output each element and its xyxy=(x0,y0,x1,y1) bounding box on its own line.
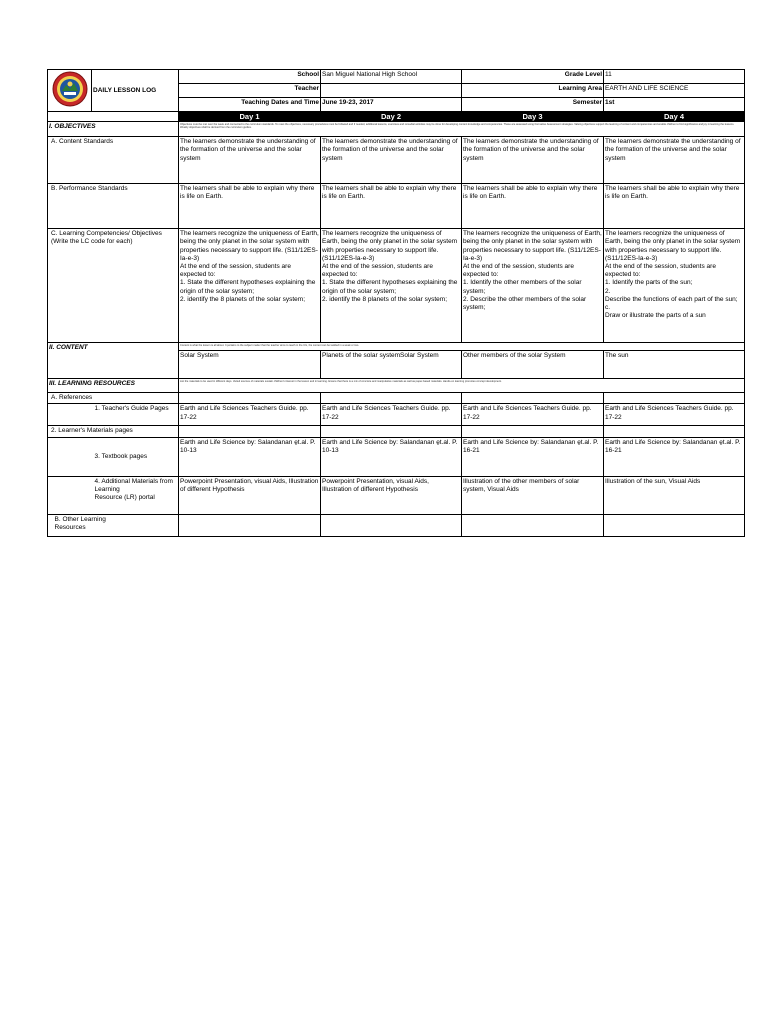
school-label: School xyxy=(179,70,321,84)
content-day2: Planets of the solar systemSolar System xyxy=(321,351,462,379)
other-resources-day4 xyxy=(604,514,745,536)
learners-materials-day3 xyxy=(462,426,604,437)
teaching-dates-value: June 19-23, 2017 xyxy=(321,98,462,112)
daily-lesson-log-table xyxy=(47,69,745,537)
day-header-1: Day 1 xyxy=(179,112,321,122)
semester-label: Semester xyxy=(462,98,604,112)
learning-competencies-day3: The learners recognize the uniqueness of Earth, being the only planet in the solar system with properties necessary to support life. (S11/12ES-Ia-e-3) At the end of the session, students are expected to: 1. Identify the other members of the solar system; 2. Describe the other members of the solar system; xyxy=(462,229,604,343)
textbook-pages-day3: Earth and Life Science by: Salandanan e̱t.al. P. 16-21 xyxy=(462,437,604,476)
performance-standards-day4: The learners shall be able to explain why there is life on Earth. xyxy=(604,184,745,229)
additional-materials-day2: Powerpoint Presentation, visual Aids, Illustration of different Hypothesis xyxy=(321,476,462,514)
other-learning-resources-text: B. Other Learning Resources xyxy=(54,515,106,531)
teachers-guide-label: 1. Teacher's Guide Pages xyxy=(92,404,179,426)
other-resources-day1 xyxy=(179,514,321,536)
performance-standards-day3: The learners shall be able to explain why there is life on Earth. xyxy=(462,184,604,229)
semester-value: 1st xyxy=(604,98,745,112)
learning-competencies-day2: The learners recognize the uniqueness of Earth, being the only planet in the solar system with properties necessary to support life. (S11/12ES-Ia-e-3) At the end of the session, students are expected to: 1. State the different hypotheses explaining the origin of the solar system; 2. identify the 8 planets of the solar system; xyxy=(321,229,462,343)
references-label: A. References xyxy=(48,393,179,404)
references-day1 xyxy=(179,393,321,404)
additional-materials-day1: Powerpoint Presentation, visual Aids, Illustration of different Hypothesis xyxy=(179,476,321,514)
other-learning-resources-label xyxy=(54,514,179,536)
teachers-guide-day1: Earth and Life Sciences Teachers Guide. pp. 17-22 xyxy=(179,404,321,426)
content-note: Content is what the lesson is all about. It pertains to the subject matter that the teacher aims to teach in the CG, the content can be tackled in a week or two. xyxy=(179,343,745,351)
document-title: DAILY LESSON LOG xyxy=(92,70,179,112)
teaching-dates-label: Teaching Dates and Time xyxy=(179,98,321,112)
learning-area-value: EARTH AND LIFE SCIENCE xyxy=(604,84,745,98)
content-standards-day4: The learners demonstrate the understanding of the formation of the universe and the solar system xyxy=(604,137,745,184)
tg-indent xyxy=(48,404,92,426)
learning-competencies-label: C. Learning Competencies/ Objectives (Write the LC code for each) xyxy=(48,229,179,343)
learners-materials-day1 xyxy=(179,426,321,437)
textbook-indent xyxy=(48,437,92,476)
learning-resources-note: List the materials to be used in different days. Varied sources of materials sustain children's interest in the lesson and in learning. Ensure that there is a mix of concrete and manipulative materials as well as paper-based materials. Hands-on learning promotes concept development. xyxy=(179,379,745,393)
learners-materials-label: 2. Learner's Materials pages xyxy=(48,426,179,437)
teachers-guide-day2: Earth and Life Sciences Teachers Guide. pp. 17-22 xyxy=(321,404,462,426)
teacher-label: Teacher xyxy=(179,84,321,98)
additional-materials-day3: Illustration of the other members of solar system, Visual Aids xyxy=(462,476,604,514)
other-resources-day2 xyxy=(321,514,462,536)
grade-level-label: Grade Level xyxy=(462,70,604,84)
day-header-2: Day 2 xyxy=(321,112,462,122)
additional-materials-day4: Illustration of the sun, Visual Aids xyxy=(604,476,745,514)
learning-competencies-day1: The learners recognize the uniqueness of Earth, being the only planet in the solar system with properties necessary to support life. (S11/12ES-Ia-e-3) At the end of the session, students are expected to: 1. State the different hypotheses explaining the origin of the solar system; 2. identify the 8 planets of the solar system; xyxy=(179,229,321,343)
content-standards-label: A. Content Standards xyxy=(48,137,179,184)
additional-materials-label: 4. Additional Materials from Learning Resource (LR) portal xyxy=(92,476,179,514)
learners-materials-day4 xyxy=(604,426,745,437)
grade-level-value: 11 xyxy=(604,70,745,84)
learning-area-label: Learning Area xyxy=(462,84,604,98)
teachers-guide-day3: Earth and Life Sciences Teachers Guide. pp. 17-22 xyxy=(462,404,604,426)
school-value: San Miguel National High School xyxy=(321,70,462,84)
objectives-note: Objectives must be met over the week and connected to the curriculum standards. To meet the objectives, necessary procedures must be followed and if needed, additional lessons, exercises and remedial activities may be done for developing content knowledge and competencies. These are assessed using Formative Assessment strategies. Valuing objectives support the learning of content and competencies and enable children to find significance and joy in learning the lessons. Weekly objectives shall be derived from the curriculum guides. xyxy=(179,122,745,137)
teacher-value xyxy=(321,84,462,98)
objectives-section-title: I. OBJECTIVES xyxy=(48,122,179,137)
learners-materials-day2 xyxy=(321,426,462,437)
content-day4: The sun xyxy=(604,351,745,379)
textbook-pages-label: 3. Textbook pages xyxy=(92,437,179,476)
additional-materials-indent xyxy=(48,476,92,514)
day-header-blank xyxy=(48,112,179,122)
content-standards-day1: The learners demonstrate the understanding of the formation of the universe and the solar system xyxy=(179,137,321,184)
textbook-pages-day2: Earth and Life Science by: Salandanan e̱t.al. P. 10-13 xyxy=(321,437,462,476)
content-standards-day3: The learners demonstrate the understanding of the formation of the universe and the solar system xyxy=(462,137,604,184)
references-day3 xyxy=(462,393,604,404)
content-section-title: II. CONTENT xyxy=(48,343,179,379)
textbook-pages-day1: Earth and Life Science by: Salandanan e̱t.al. P. 10-13 xyxy=(179,437,321,476)
content-day1: Solar System xyxy=(179,351,321,379)
day-header-4: Day 4 xyxy=(604,112,745,122)
day-header-3: Day 3 xyxy=(462,112,604,122)
references-day4 xyxy=(604,393,745,404)
content-day3: Other members of the solar System xyxy=(462,351,604,379)
learning-resources-section-title: III. LEARNING RESOURCES xyxy=(48,379,179,393)
performance-standards-day2: The learners shall be able to explain why there is life on Earth. xyxy=(321,184,462,229)
school-seal-icon xyxy=(52,71,88,107)
performance-standards-label: B. Performance Standards xyxy=(48,184,179,229)
teachers-guide-day4: Earth and Life Sciences Teachers Guide. pp. 17-22 xyxy=(604,404,745,426)
content-standards-day2: The learners demonstrate the understanding of the formation of the universe and the solar system xyxy=(321,137,462,184)
performance-standards-day1: The learners shall be able to explain why there is life on Earth. xyxy=(179,184,321,229)
learning-competencies-day4: The learners recognize the uniqueness of Earth, being the only planet in the solar system with properties necessary to support life. (S11/12ES-Ia-e-3) At the end of the session, students are expected to: 1. Identify the parts of the sun; 2. Describe the functions of each part of the sun; c. Draw or illustrate the parts of a sun xyxy=(604,229,745,343)
other-resources-day3 xyxy=(462,514,604,536)
school-logo-cell xyxy=(48,70,92,112)
textbook-pages-day4: Earth and Life Science by: Salandanan e̱t.al. P. 16-21 xyxy=(604,437,745,476)
references-day2 xyxy=(321,393,462,404)
